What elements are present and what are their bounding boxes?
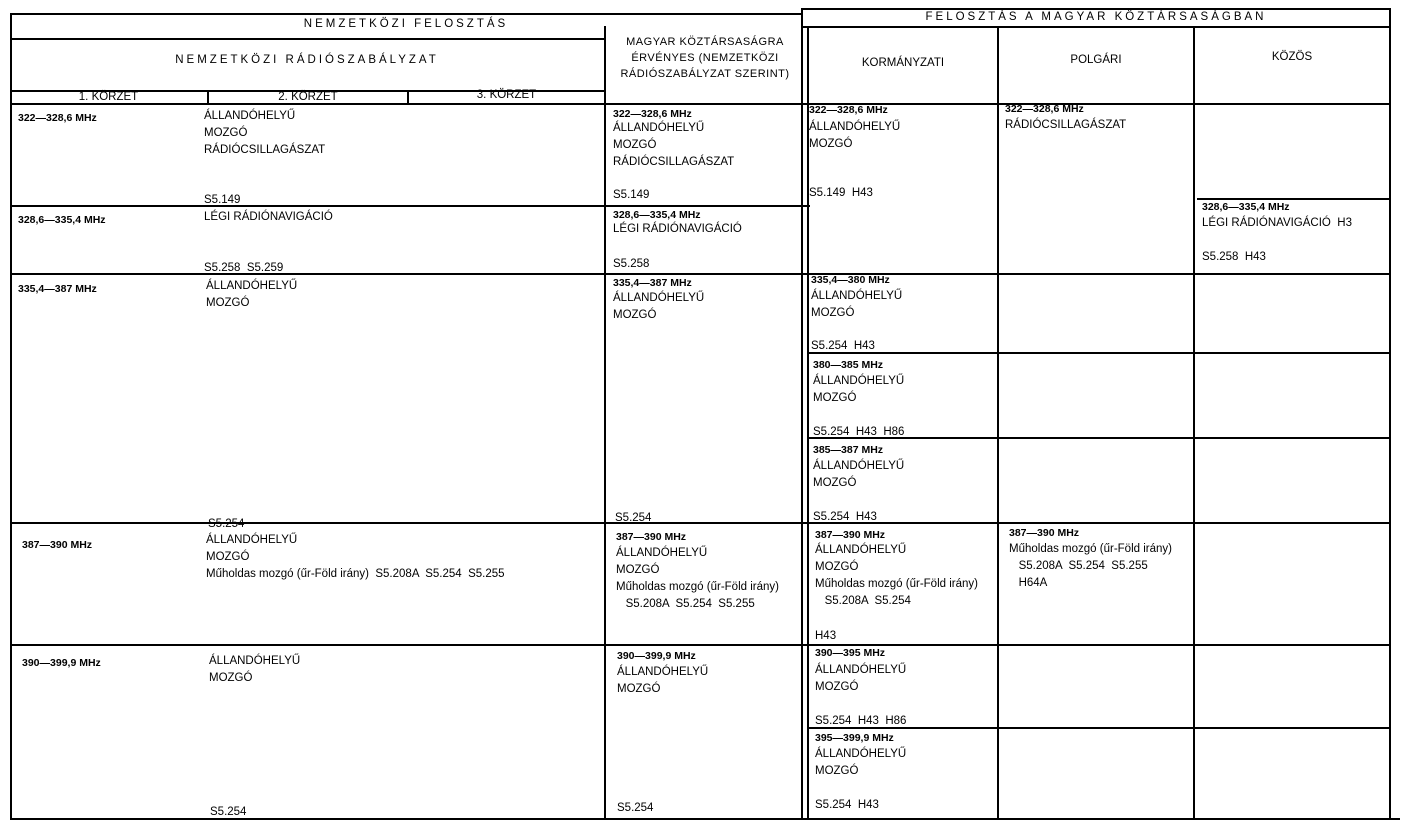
intl-notes: S5.258 S5.259: [204, 262, 284, 274]
common-notes: S5.258 H43: [1202, 251, 1266, 263]
gov-services: ÁLLANDÓHELYŰ MOZGÓ: [809, 121, 901, 150]
region-2-header: 2. KÖRZET: [278, 91, 338, 103]
intl-band: 328,6—335,4 MHz: [18, 214, 106, 226]
valid-notes: S5.258: [613, 258, 650, 270]
gov-band: 395—399,9 MHz: [815, 732, 894, 744]
gov-notes: S5.254 H43: [813, 511, 877, 523]
common-services: LÉGI RÁDIÓNAVIGÁCIÓ H3: [1202, 217, 1352, 229]
intl-services: ÁLLANDÓHELYŰ MOZGÓ RÁDIÓCSILLAGÁSZAT: [204, 110, 326, 156]
hu-allocation-title: FELOSZTÁS A MAGYAR KÖZTÁRSASÁGBAN: [925, 11, 1267, 23]
gov-band: 380—385 MHz: [813, 359, 884, 371]
row-line-4: [10, 644, 1390, 646]
valid-band: 322—328,6 MHz: [613, 108, 692, 120]
col-div-civil: [997, 26, 999, 820]
col-div-common: [1193, 26, 1195, 820]
gov-services: ÁLLANDÓHELYŰ MOZGÓ: [811, 290, 903, 319]
hu-valid-header: MAGYAR KÖZTÁRSASÁGRA ÉRVÉNYES (NEMZETKÖZI RÁDIÓSZABÁLYZAT SZERINT): [620, 36, 790, 80]
intl-notes: S5.254: [208, 518, 245, 530]
valid-services: ÁLLANDÓHELYŰ MOZGÓ: [613, 292, 705, 321]
civil-band: 322—328,6 MHz: [1005, 103, 1084, 115]
gov-services: ÁLLANDÓHELYŰ MOZGÓ: [815, 664, 907, 693]
region-1-header: 1. KÖRZET: [78, 91, 139, 103]
common-header: KÖZÖS: [1271, 51, 1313, 63]
common-band: 328,6—335,4 MHz: [1202, 201, 1290, 213]
intl-notes: S5.254: [210, 806, 247, 818]
intl-band: 390—399,9 MHz: [22, 657, 101, 669]
gov-notes: S5.254 H43: [815, 799, 879, 811]
valid-notes: S5.254: [615, 512, 652, 524]
gov-services: ÁLLANDÓHELYŰ MOZGÓ Műholdas mozgó (űr-Föld irány) S5.208A S5.254: [815, 544, 978, 607]
valid-notes: S5.149: [613, 189, 650, 201]
gov-header: KORMÁNYZATI: [861, 57, 945, 69]
border-top-hu: [802, 8, 1390, 10]
gov-services: ÁLLANDÓHELYŰ MOZGÓ: [813, 375, 905, 404]
intl-services: ÁLLANDÓHELYŰ MOZGÓ: [206, 280, 298, 309]
gov-notes: S5.254 H43: [811, 340, 875, 352]
region-3-header: 3. KÖRZET: [476, 89, 537, 101]
gov-band: 335,4—380 MHz: [811, 274, 890, 286]
valid-notes: S5.254: [617, 802, 654, 814]
civil-header: POLGÁRI: [1070, 54, 1122, 66]
hu-title-line: [802, 26, 1390, 28]
gov-band: 385—387 MHz: [813, 444, 884, 456]
col-div-valid: [604, 26, 606, 820]
valid-services: LÉGI RÁDIÓNAVIGÁCIÓ: [613, 223, 742, 235]
gov-services: ÁLLANDÓHELYŰ MOZGÓ: [815, 748, 907, 777]
gov-line-a: [808, 352, 1390, 354]
valid-services: ÁLLANDÓHELYŰ MOZGÓ RÁDIÓCSILLAGÁSZAT: [613, 122, 735, 168]
intl-notes: S5.149: [204, 194, 241, 206]
intl-band: 387—390 MHz: [22, 539, 93, 551]
border-right: [1389, 8, 1391, 820]
gov-notes: H43: [815, 630, 837, 642]
gov-notes: S5.254 H43 H86: [813, 426, 905, 438]
gov-notes: S5.254 H43 H86: [815, 715, 907, 727]
valid-band: 390—399,9 MHz: [617, 650, 696, 662]
civil-services: RÁDIÓCSILLAGÁSZAT: [1005, 119, 1127, 131]
border-top-intl: [10, 13, 802, 15]
valid-band: 328,6—335,4 MHz: [613, 209, 701, 221]
border-left: [10, 13, 12, 820]
gov-band: 387—390 MHz: [815, 529, 886, 541]
intl-services: ÁLLANDÓHELYŰ MOZGÓ Műholdas mozgó (űr-Föld irány) S5.208A S5.254 S5.255: [206, 534, 505, 580]
civil-services: Műholdas mozgó (űr-Föld irány) S5.208A S5.254 S5.255 H64A: [1009, 543, 1172, 589]
header-bottom-line: [10, 103, 1390, 105]
radio-regulations-title: NEMZETKÖZI RÁDIÓSZABÁLYZAT: [175, 54, 439, 66]
col-div-main: [801, 8, 803, 820]
valid-band: 387—390 MHz: [616, 531, 687, 543]
intl-services: ÁLLANDÓHELYŰ MOZGÓ: [209, 655, 301, 684]
gov-band: 322—328,6 MHz: [809, 104, 888, 116]
civil-band: 387—390 MHz: [1009, 527, 1080, 539]
intl-services: LÉGI RÁDIÓNAVIGÁCIÓ: [204, 211, 333, 223]
gov-services: ÁLLANDÓHELYŰ MOZGÓ: [813, 460, 905, 489]
intl-allocation-title: NEMZETKÖZI FELOSZTÁS: [303, 18, 509, 30]
valid-services: ÁLLANDÓHELYŰ MOZGÓ: [617, 666, 709, 695]
gov-notes: S5.149 H43: [809, 187, 873, 199]
intl-band: 322—328,6 MHz: [18, 112, 97, 124]
gov-band: 390—395 MHz: [815, 647, 886, 659]
intl-title-line: [10, 38, 604, 40]
valid-services: ÁLLANDÓHELYŰ MOZGÓ Műholdas mozgó (űr-Föld irány) S5.208A S5.254 S5.255: [616, 547, 779, 610]
intl-band: 335,4—387 MHz: [18, 283, 97, 295]
valid-band: 335,4—387 MHz: [613, 277, 692, 289]
